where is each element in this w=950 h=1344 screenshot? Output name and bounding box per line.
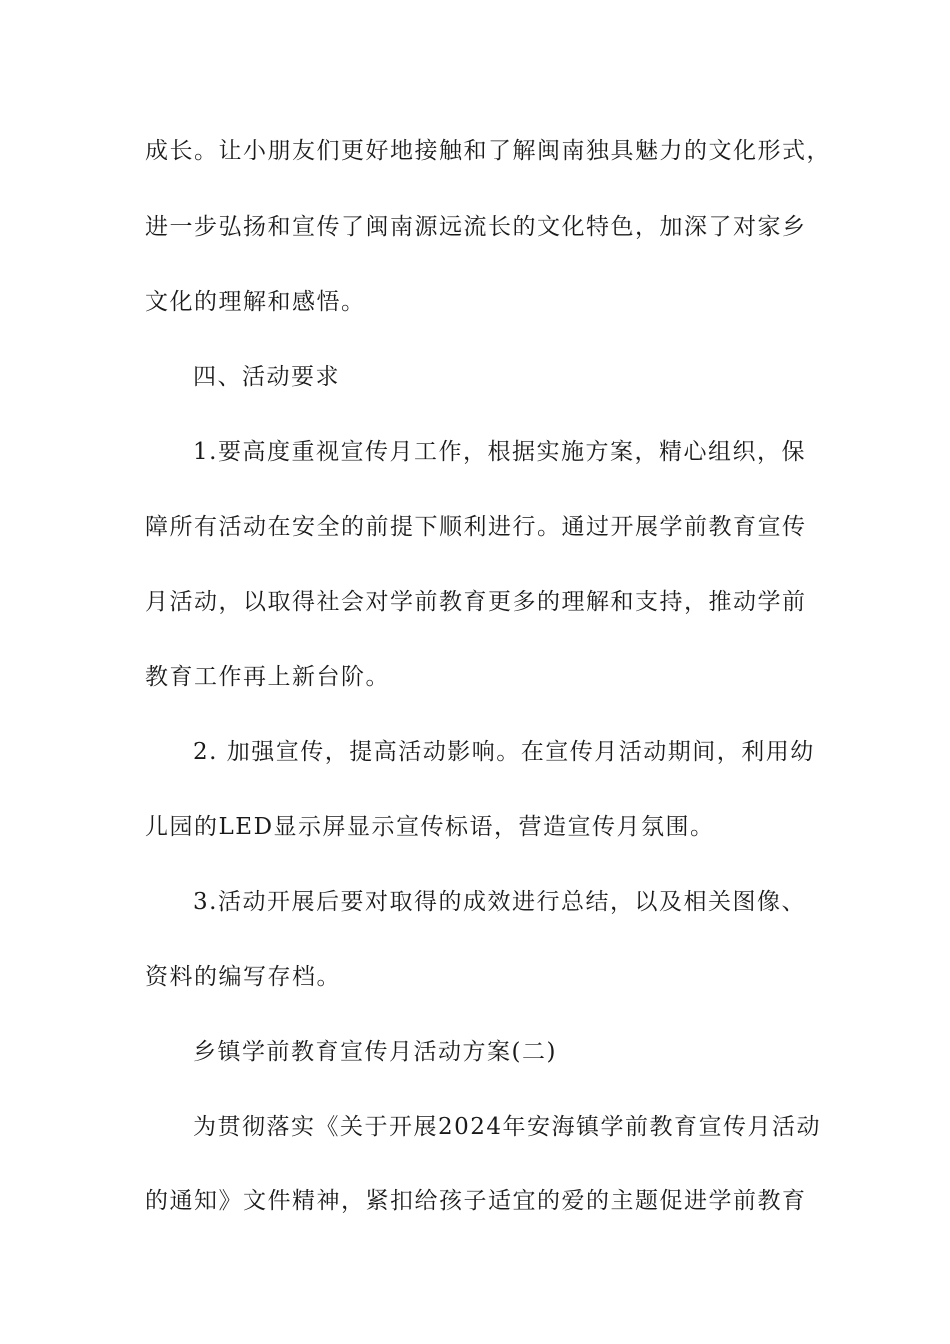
paragraph-line: 成长。让小朋友们更好地接触和了解闽南独具魅力的文化形式， bbox=[145, 138, 831, 164]
paragraph-line: 进一步弘扬和宣传了闽南源远流长的文化特色，加深了对家乡 bbox=[145, 214, 807, 240]
paragraph-line: 儿园的LED显示屏显示宣传标语，营造宣传月氛围。 bbox=[145, 814, 715, 840]
paragraph-line: 教育工作再上新台阶。 bbox=[145, 664, 390, 690]
paragraph-line: 资料的编写存档。 bbox=[145, 964, 341, 990]
paragraph-line: 3.活动开展后要对取得的成效进行总结，以及相关图像、 bbox=[193, 889, 806, 915]
paragraph-line: 的通知》文件精神，紧扣给孩子适宜的爱的主题促进学前教育 bbox=[145, 1188, 807, 1214]
section-heading: 四、活动要求 bbox=[193, 364, 340, 390]
paragraph-line: 文化的理解和感悟。 bbox=[145, 289, 366, 315]
paragraph-line: 1.要高度重视宣传月工作，根据实施方案，精心组织，保 bbox=[193, 439, 806, 465]
paragraph-line: 障所有活动在安全的前提下顺利进行。通过开展学前教育宣传 bbox=[145, 514, 807, 540]
paragraph-line: 月活动，以取得社会对学前教育更多的理解和支持，推动学前 bbox=[145, 589, 807, 615]
paragraph-line: 为贯彻落实《关于开展2024年安海镇学前教育宣传月活动 bbox=[193, 1114, 822, 1140]
document-title: 乡镇学前教育宣传月活动方案(二) bbox=[193, 1039, 557, 1065]
paragraph-line: 2. 加强宣传，提高活动影响。在宣传月活动期间，利用幼 bbox=[193, 739, 815, 765]
